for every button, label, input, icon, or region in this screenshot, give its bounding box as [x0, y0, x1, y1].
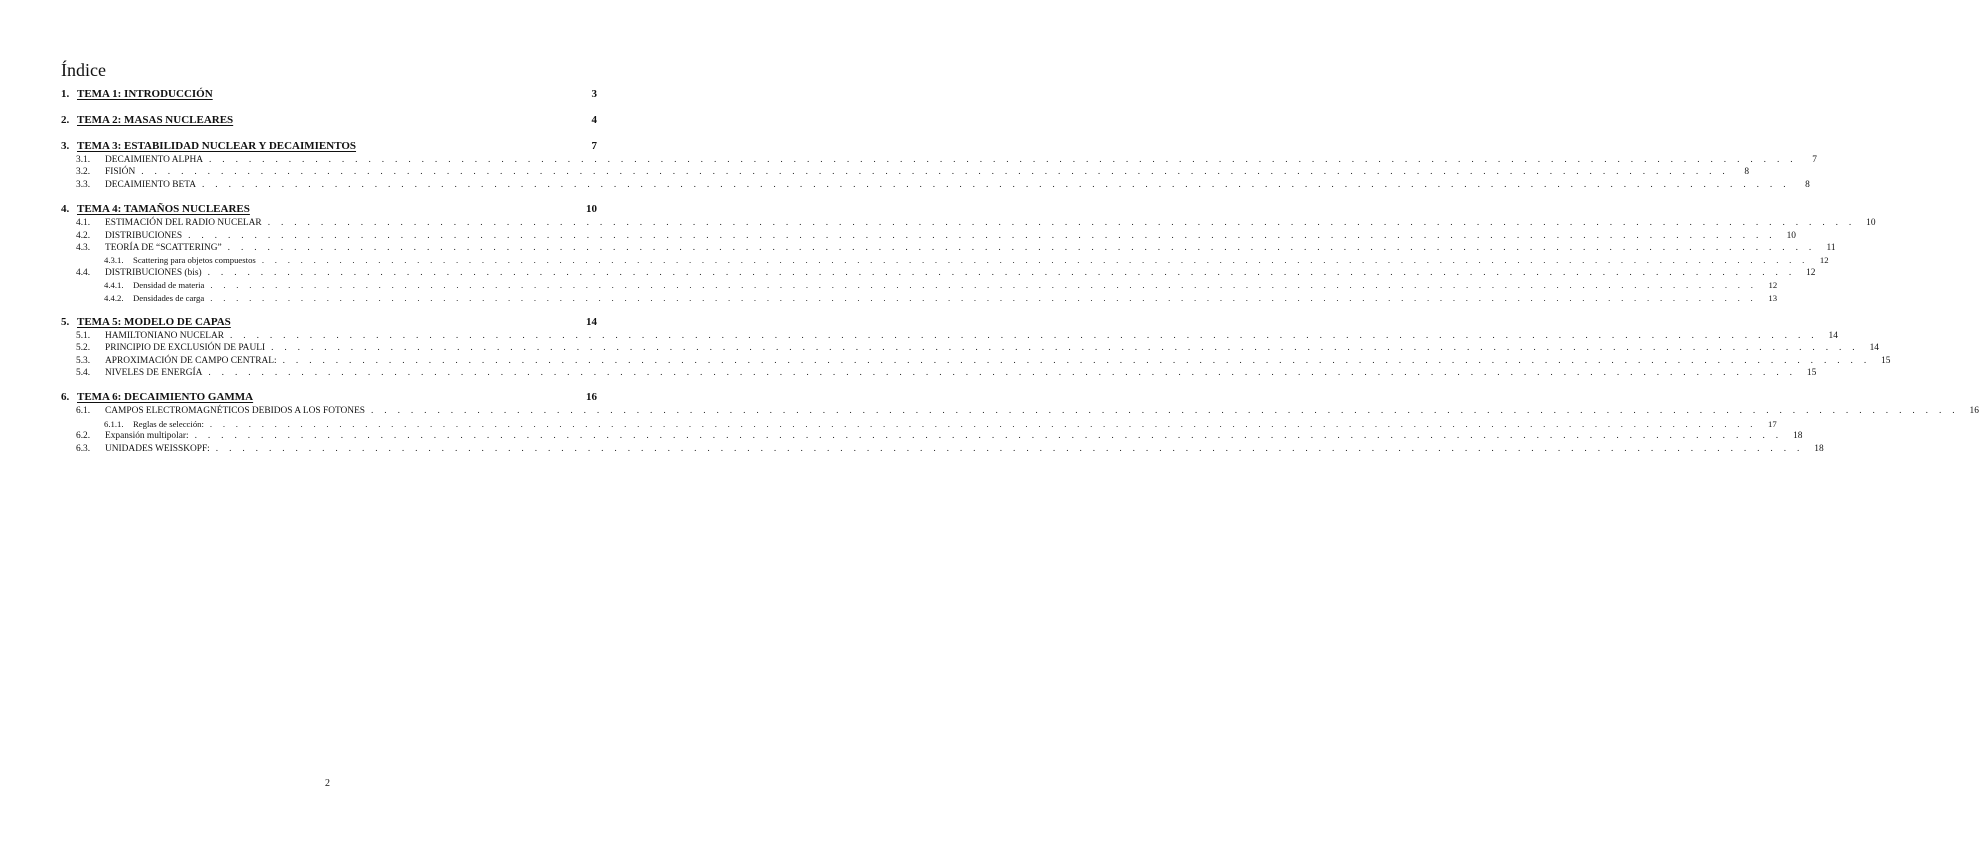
toc-section-row[interactable] [61, 406, 1979, 418]
toc-chapter [61, 140, 1817, 192]
toc-chapter-row[interactable] [61, 391, 597, 406]
toc-leader-dots: . . . . . . . . . . . . . . . . . . . . . . . . . . . . . . . . . . . . . . . . . . . . . . . . . . . . . . . . . . . . . . . . . . . . . . . . . . . . . . . . . . . . . . . . . . . . . . . . . . . . . . . . . . . . . . . . . . . . . . . . [141, 167, 1730, 178]
toc-entry-label[interactable]: ESTIMACIÓN DEL RADIO NUCELAR [105, 218, 262, 229]
toc-entry-label[interactable]: TEMA 3: ESTABILIDAD NUCLEAR Y DECAIMIENTOS [77, 140, 357, 152]
toc-entry-label[interactable]: Scattering para objetos compuestos [133, 255, 256, 266]
toc-entry-page: 12 [1806, 267, 1816, 278]
toc-entry-label[interactable]: DECAIMIENTO ALPHA [105, 155, 204, 165]
toc-chapter-row[interactable] [61, 316, 597, 331]
toc-leader-dots: . . . . . . . . . . . . . . . . . . . . . . . . . . . . . . . . . . . . . . . . . . . . . . . . . . . . . . . . . . . . . . . . . . . . . . . . . . . . . . . . . . . . . . . . . . . . . . . . . . . . . . . . . . . . . . . . . . . . . . . . [202, 179, 1790, 190]
toc-entry-page: 8 [1805, 179, 1810, 190]
toc-leader-dots: . . . . . . . . . . . . . . . . . . . . . . . . . . . . . . . . . . . . . . . . . . . . . . . . . . . . . . . . . . . . . . . . . . . . . . . . . . . . . . . . . . . . . . . . . . . . . . . . . . . . . . . . . . . . . . . . . . . . . . . . [210, 292, 1758, 303]
toc-entry-page: 10 [586, 203, 597, 216]
toc-section-row[interactable] [61, 242, 1836, 255]
toc-entry-page: 14 [1869, 343, 1879, 354]
toc-chapter [61, 114, 597, 129]
toc-entry-number: 6.3. [76, 443, 91, 454]
toc-entry-page: 12 [1819, 255, 1829, 266]
toc-entry-label[interactable]: HAMILTONIANO NUCELAR [105, 330, 225, 341]
toc-chapter-row[interactable] [61, 88, 597, 103]
toc-entry-number: 3. [61, 140, 70, 152]
toc-entry-number: 2. [61, 114, 70, 126]
toc-entry-label[interactable]: NIVELES DE ENERGÍA [105, 368, 203, 379]
toc-entry-page: 10 [1786, 230, 1796, 241]
toc-leader-dots: . . . . . . . . . . . . . . . . . . . . . . . . . . . . . . . . . . . . . . . . . . . . . . . . . . . . . . . . . . . . . . . . . . . . . . . . . . . . . . . . . . . . . . . . . . . . . . . . . . . . . . . . . . . . . . . . . . . . . . . . [282, 355, 1871, 366]
toc-entry-label[interactable]: TEMA 5: MODELO DE CAPAS [77, 315, 231, 328]
toc-subsection-row[interactable] [61, 292, 1778, 305]
toc-leader-dots: . . . . . . . . . . . . . . . . . . . . . . . . . . . . . . . . . . . . . . . . . . . . . . . . . . . . . . . . . . . . . . . . . . . . . . . . . . . . . . . . . . . . . . . . . . . . . . . . . . . . . . . . . . . . . . . . . . . . . . . . [227, 242, 1816, 253]
toc-section-row[interactable] [61, 155, 1817, 167]
toc-section-row[interactable] [61, 431, 1803, 443]
toc-chapter-row[interactable] [61, 203, 597, 218]
toc-section-row[interactable] [61, 167, 1750, 179]
toc-entry-number: 6.1. [76, 406, 91, 417]
toc-leader-dots: . . . . . . . . . . . . . . . . . . . . . . . . . . . . . . . . . . . . . . . . . . . . . . . . . . . . . . . . . . . . . . . . . . . . . . . . . . . . . . . . . . . . . . . . . . . . . . . . . . . . . . . . . . . . . . . . . . . . . . . . [194, 431, 1783, 442]
toc-entry-number: 3.1. [76, 155, 91, 165]
toc-entry-page: 8 [1744, 167, 1750, 178]
toc-leader-dots: . . . . . . . . . . . . . . . . . . . . . . . . . . . . . . . . . . . . . . . . . . . . . . . . . . . . . . . . . . . . . . . . . . . . . . . . . . . . . . . . . . . . . . . . . . . . . . . . . . . . . . . . . . . . . . . . . . . . . . . . [261, 255, 1809, 266]
toc-entry-label[interactable]: FISIÓN [105, 167, 136, 178]
toc-entry-label[interactable]: UNIDADES WEISSKOPF: [105, 443, 210, 454]
toc-entry-label[interactable]: TEMA 1: INTRODUCCIÓN [77, 88, 213, 100]
toc-entry-label[interactable]: CAMPOS ELECTROMAGNÉTICOS DEBIDOS A LOS FOTONES [105, 406, 366, 417]
toc-section-row[interactable] [61, 218, 1876, 230]
toc-entry-number: 3.3. [76, 179, 91, 190]
toc-chapter-row[interactable] [61, 114, 597, 129]
toc-leader-dots: . . . . . . . . . . . . . . . . . . . . . . . . . . . . . . . . . . . . . . . . . . . . . . . . . . . . . . . . . . . . . . . . . . . . . . . . . . . . . . . . . . . . . . . . . . . . . . . . . . . . . . . . . . . . . . . . . . . . . . . . [215, 443, 1804, 454]
toc-entry-label[interactable]: Densidades de carga [133, 292, 205, 303]
toc-entry-page: 3 [591, 88, 597, 100]
toc-chapter [61, 203, 1876, 305]
toc-subsection-row[interactable] [61, 280, 1778, 292]
toc-chapter [61, 391, 1979, 456]
toc-leader-dots: . . . . . . . . . . . . . . . . . . . . . . . . . . . . . . . . . . . . . . . . . . . . . . . . . . . . . . . . . . . . . . . . . . . . . . . . . . . . . . . . . . . . . . . . . . . . . . . . . . . . . . . . . . . . . . . . . . . . . . . . [230, 330, 1818, 341]
toc-entry-page: 7 [1812, 155, 1817, 165]
toc-entry-label[interactable]: DISTRIBUCIONES [105, 230, 183, 241]
toc-entry-number: 5.1. [76, 330, 91, 341]
toc-entry-label[interactable]: PRINCIPIO DE EXCLUSIÓN DE PAULI [105, 343, 266, 354]
toc-entry-label[interactable]: DECAIMIENTO BETA [105, 179, 196, 190]
toc-entry-number: 1. [61, 88, 70, 100]
toc-entry-page: 4 [591, 114, 597, 126]
toc-entry-number: 4.3.1. [104, 255, 124, 266]
toc-entry-number: 5.4. [76, 368, 91, 379]
toc-entry-page: 10 [1866, 218, 1876, 229]
toc-entry-number: 4.1. [76, 218, 91, 229]
toc-entry-number: 4.4. [76, 267, 91, 278]
toc-entry-number: 6.1.1. [104, 418, 124, 429]
toc-entry-page: 13 [1768, 292, 1778, 303]
toc-entry-page: 11 [1826, 242, 1836, 253]
toc-entry-number: 4. [61, 203, 70, 216]
toc-leader-dots: . . . . . . . . . . . . . . . . . . . . . . . . . . . . . . . . . . . . . . . . . . . . . . . . . . . . . . . . . . . . . . . . . . . . . . . . . . . . . . . . . . . . . . . . . . . . . . . . . . . . . . . . . . . . . . . . . . . . . . . . [271, 343, 1859, 354]
toc-entry-page: 14 [1828, 330, 1838, 341]
toc-subsection-row[interactable] [61, 255, 1829, 267]
toc-section-row[interactable] [61, 355, 1891, 368]
toc-entry-label[interactable]: TEMA 4: TAMAÑOS NUCLEARES [77, 203, 250, 216]
toc-leader-dots: . . . . . . . . . . . . . . . . . . . . . . . . . . . . . . . . . . . . . . . . . . . . . . . . . . . . . . . . . . . . . . . . . . . . . . . . . . . . . . . . . . . . . . . . . . . . . . . . . . . . . . . . . . . . . . . . . . . . . . . . [188, 230, 1776, 241]
toc-entry-page: 15 [1881, 355, 1891, 366]
toc-chapter [61, 315, 1891, 381]
toc-subsection-row[interactable] [61, 418, 1777, 431]
toc-section-row[interactable] [61, 343, 1879, 355]
toc-chapter-row[interactable] [61, 140, 597, 155]
toc-leader-dots: . . . . . . . . . . . . . . . . . . . . . . . . . . . . . . . . . . . . . . . . . . . . . . . . . . . . . . . . . . . . . . . . . . . . . . . . . . . . . . . . . . . . . . . . . . . . . . . . . . . . . . . . . . . . . . . . . . . . . . . . [371, 406, 1959, 417]
toc-entry-number: 5. [61, 315, 70, 328]
toc-section-row[interactable] [61, 330, 1838, 343]
toc-leader-dots: . . . . . . . . . . . . . . . . . . . . . . . . . . . . . . . . . . . . . . . . . . . . . . . . . . . . . . . . . . . . . . . . . . . . . . . . . . . . . . . . . . . . . . . . . . . . . . . . . . . . . . . . . . . . . . . . . . . . . . . . [209, 155, 1797, 165]
toc-leader-dots: . . . . . . . . . . . . . . . . . . . . . . . . . . . . . . . . . . . . . . . . . . . . . . . . . . . . . . . . . . . . . . . . . . . . . . . . . . . . . . . . . . . . . . . . . . . . . . . . . . . . . . . . . . . . . . . . . . . . . . . . [210, 280, 1758, 291]
toc-entry-label[interactable]: Reglas de selección: [133, 418, 204, 429]
toc-entry-label[interactable]: DISTRIBUCIONES (bis) [105, 267, 202, 278]
toc-section-row[interactable] [61, 267, 1816, 280]
toc-leader-dots: . . . . . . . . . . . . . . . . . . . . . . . . . . . . . . . . . . . . . . . . . . . . . . . . . . . . . . . . . . . . . . . . . . . . . . . . . . . . . . . . . . . . . . . . . . . . . . . . . . . . . . . . . . . . . . . . . . . . . . . . [208, 368, 1797, 379]
toc-entry-number: 4.4.1. [104, 280, 124, 291]
toc-entry-page: 14 [586, 315, 597, 328]
toc-entry-number: 6.2. [76, 431, 91, 442]
toc-entry-label[interactable]: Densidad de materia [133, 280, 205, 291]
toc-leader-dots: . . . . . . . . . . . . . . . . . . . . . . . . . . . . . . . . . . . . . . . . . . . . . . . . . . . . . . . . . . . . . . . . . . . . . . . . . . . . . . . . . . . . . . . . . . . . . . . . . . . . . . . . . . . . . . . . . . . . . . . . [207, 267, 1796, 278]
toc-entry-page: 12 [1768, 280, 1778, 291]
toc-entry-page: 16 [1969, 406, 1979, 417]
toc-entry-number: 4.4.2. [104, 292, 124, 303]
toc-entry-label[interactable]: TEMA 2: MASAS NUCLEARES [77, 114, 234, 126]
toc-entry-label[interactable]: TEORÍA DE “SCATTERING” [105, 242, 222, 253]
toc-section-row[interactable] [61, 368, 1817, 380]
toc-entry-page: 18 [1793, 431, 1803, 442]
toc-entry-number: 5.3. [76, 355, 91, 366]
toc-entry-number: 4.3. [76, 242, 91, 253]
toc-entry-page: 16 [586, 391, 597, 404]
toc-entry-page: 7 [591, 140, 597, 152]
toc-section-row[interactable] [61, 443, 1824, 456]
toc-entry-number: 6. [61, 391, 70, 404]
toc-leader-dots: . . . . . . . . . . . . . . . . . . . . . . . . . . . . . . . . . . . . . . . . . . . . . . . . . . . . . . . . . . . . . . . . . . . . . . . . . . . . . . . . . . . . . . . . . . . . . . . . . . . . . . . . . . . . . . . . . . . . . . . . [209, 418, 1757, 429]
toc-entry-number: 4.2. [76, 230, 91, 241]
toc-entry-label[interactable]: APROXIMACIÓN DE CAMPO CENTRAL: [105, 355, 277, 366]
toc-section-row[interactable] [61, 179, 1810, 192]
toc-entry-page: 15 [1806, 368, 1817, 379]
toc-entry-page: 18 [1814, 443, 1824, 454]
table-of-contents [61, 88, 1979, 467]
toc-entry-page: 17 [1768, 418, 1777, 429]
toc-entry-number: 3.2. [76, 167, 91, 178]
toc-entry-number: 5.2. [76, 343, 91, 354]
toc-chapter [61, 88, 597, 103]
toc-section-row[interactable] [61, 230, 1796, 243]
toc-title: Índice [61, 60, 106, 80]
toc-leader-dots: . . . . . . . . . . . . . . . . . . . . . . . . . . . . . . . . . . . . . . . . . . . . . . . . . . . . . . . . . . . . . . . . . . . . . . . . . . . . . . . . . . . . . . . . . . . . . . . . . . . . . . . . . . . . . . . . . . . . . . . . [267, 218, 1856, 229]
toc-entry-label[interactable]: TEMA 6: DECAIMIENTO GAMMA [77, 391, 254, 404]
page-number: 2 [325, 778, 330, 789]
toc-entry-label[interactable]: Expansión multipolar: [105, 431, 189, 442]
